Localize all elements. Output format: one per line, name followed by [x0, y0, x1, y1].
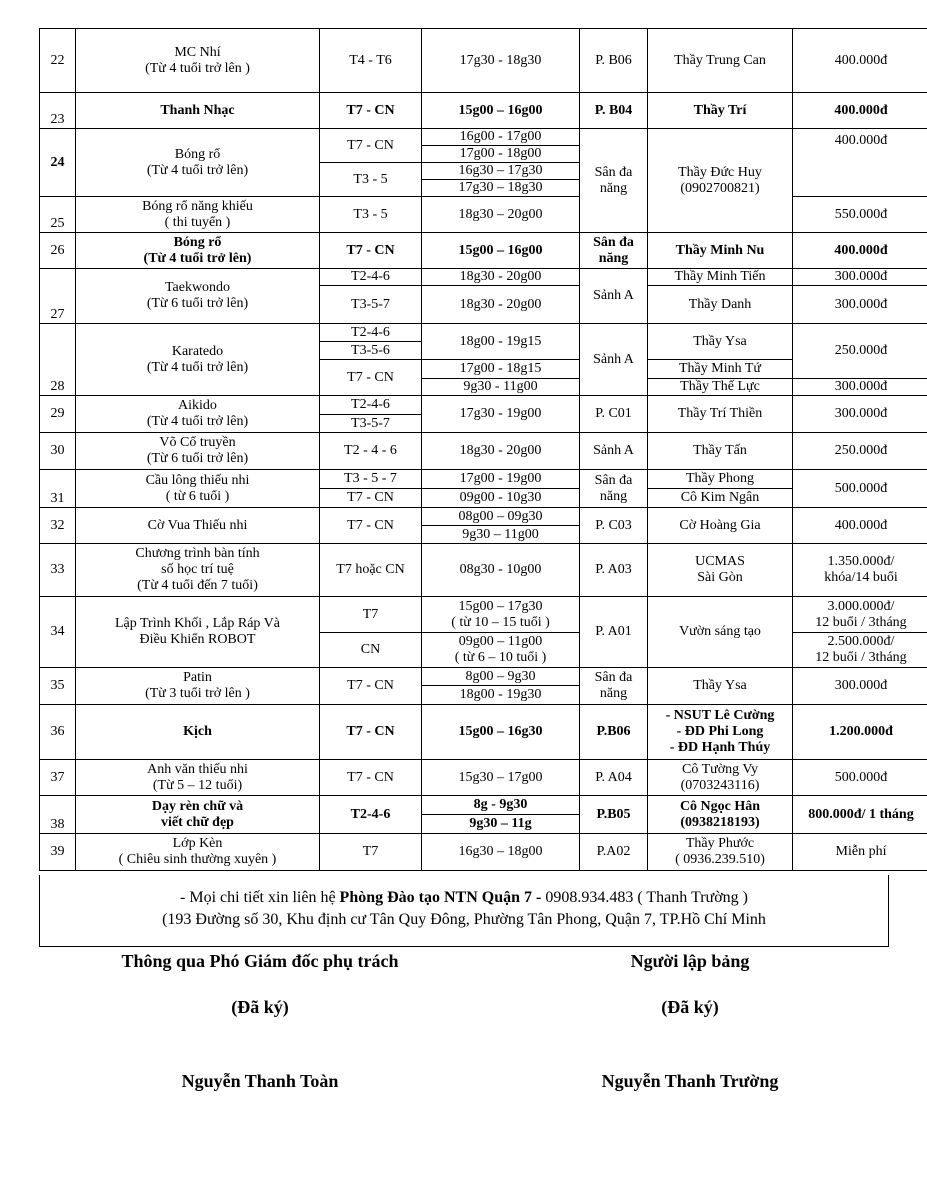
- days-cell: T3-5-6: [320, 342, 422, 360]
- fee-cell: 300.000đ: [793, 668, 927, 705]
- room-cell: P.A02: [580, 834, 648, 871]
- time-cell: 9g30 - 11g00: [422, 379, 580, 396]
- table-row: [40, 433, 927, 470]
- table-row: [40, 834, 927, 871]
- contact-office: Phòng Đào tạo NTN Quận 7 -: [339, 889, 546, 906]
- fee-cell: 400.000đ: [793, 129, 927, 197]
- room-cell: Sảnh A: [580, 433, 648, 470]
- room-cell: Sân đa năng: [580, 129, 648, 233]
- table-row: [40, 129, 927, 146]
- days-cell: T7 - CN: [320, 93, 422, 129]
- fee-cell: 300.000đ: [793, 379, 927, 396]
- days-cell: T7 hoặc CN: [320, 544, 422, 597]
- time-cell: 08g30 - 10g00: [422, 544, 580, 597]
- time-cell: 15g00 – 17g30 ( từ 10 – 15 tuổi ): [422, 597, 580, 633]
- subject-cell: Taekwondo (Từ 6 tuổi trở lên): [76, 269, 320, 324]
- fee-cell: 1.200.000đ: [793, 705, 927, 760]
- contact-footer: [39, 875, 889, 947]
- contact-address: (193 Đường số 30, Khu định cư Tân Quy Đông, Phường Tân Phong, Quận 7, TP.Hồ Chí Minh: [162, 911, 766, 928]
- days-cell: T2-4-6: [320, 269, 422, 286]
- days-cell: T7 - CN: [320, 705, 422, 760]
- subject-cell: Karatedo (Từ 4 tuổi trở lên): [76, 324, 320, 396]
- fee-cell: 500.000đ: [793, 470, 927, 508]
- row-number: 22: [40, 29, 76, 93]
- subject-cell: Bóng rổ (Từ 4 tuổi trở lên): [76, 233, 320, 269]
- contact-prefix: - Mọi chi tiết xin liên hệ: [180, 889, 340, 906]
- row-number: 25: [40, 197, 76, 233]
- time-cell: 8g - 9g30: [422, 796, 580, 815]
- room-cell: P. B06: [580, 29, 648, 93]
- teacher-cell: Thầy Đức Huy (0902700821): [648, 129, 793, 233]
- time-cell: 08g00 – 09g30: [422, 508, 580, 526]
- subject-cell: Lớp Kèn ( Chiêu sinh thường xuyên ): [76, 834, 320, 871]
- subject-cell: Kịch: [76, 705, 320, 760]
- fee-cell: 400.000đ: [793, 29, 927, 93]
- time-cell: 17g00 - 18g00: [422, 146, 580, 163]
- subject-cell: Võ Cổ truyền (Từ 6 tuổi trở lên): [76, 433, 320, 470]
- days-cell: T7 - CN: [320, 760, 422, 796]
- table-row: [40, 544, 927, 597]
- time-cell: 15g00 – 16g00: [422, 233, 580, 269]
- row-number: 32: [40, 508, 76, 544]
- row-number: 34: [40, 597, 76, 668]
- fee-cell: 1.350.000đ/ khóa/14 buổi: [793, 544, 927, 597]
- table-row: [40, 597, 927, 633]
- row-number: 38: [40, 796, 76, 834]
- days-cell: T7 - CN: [320, 508, 422, 544]
- days-cell: T7: [320, 834, 422, 871]
- subject-cell: Lập Trình Khối , Lắp Ráp Và Điều Khiển ROBOT: [76, 597, 320, 668]
- room-cell: Sảnh A: [580, 324, 648, 396]
- row-number: 27: [40, 269, 76, 324]
- teacher-cell: Vườn sáng tạo: [648, 597, 793, 668]
- row-number: 37: [40, 760, 76, 796]
- room-cell: P. A03: [580, 544, 648, 597]
- days-cell: T2-4-6: [320, 396, 422, 415]
- subject-cell: Aikido (Từ 4 tuổi trở lên): [76, 396, 320, 433]
- table-row: [40, 508, 927, 526]
- room-cell: P. B04: [580, 93, 648, 129]
- fee-cell: Miễn phí: [793, 834, 927, 871]
- time-cell: 16g30 – 18g00: [422, 834, 580, 871]
- teacher-cell: Thầy Danh: [648, 286, 793, 324]
- fee-cell: 500.000đ: [793, 760, 927, 796]
- time-cell: 09g00 - 10g30: [422, 489, 580, 508]
- days-cell: T3 - 5 - 7: [320, 470, 422, 489]
- row-number: 31: [40, 470, 76, 508]
- time-cell: 15g00 – 16g00: [422, 93, 580, 129]
- teacher-cell: UCMAS Sài Gòn: [648, 544, 793, 597]
- fee-cell: 550.000đ: [793, 197, 927, 233]
- teacher-cell: Thầy Tấn: [648, 433, 793, 470]
- subject-cell: Chương trình bàn tính số học trí tuệ (Từ 4 tuổi đến 7 tuổi): [76, 544, 320, 597]
- teacher-cell: Thầy Trí Thiền: [648, 396, 793, 433]
- subject-cell: Thanh Nhạc: [76, 93, 320, 129]
- days-cell: T7 - CN: [320, 360, 422, 396]
- time-cell: 17g30 - 18g30: [422, 29, 580, 93]
- subject-cell: Dạy rèn chữ và viết chữ đẹp: [76, 796, 320, 834]
- row-number: 29: [40, 396, 76, 433]
- row-number: 33: [40, 544, 76, 597]
- days-cell: CN: [320, 633, 422, 668]
- room-cell: P.B06: [580, 705, 648, 760]
- room-cell: P. A01: [580, 597, 648, 668]
- room-cell: P. C01: [580, 396, 648, 433]
- days-cell: T7 - CN: [320, 489, 422, 508]
- table-row: [40, 324, 927, 342]
- row-number: 28: [40, 324, 76, 396]
- row-number: 26: [40, 233, 76, 269]
- table-row: [40, 269, 927, 286]
- teacher-cell: Thầy Ysa: [648, 668, 793, 705]
- time-cell: 16g30 – 17g30: [422, 163, 580, 180]
- fee-cell: 300.000đ: [793, 396, 927, 433]
- time-cell: 8g00 – 9g30: [422, 668, 580, 686]
- room-cell: P. C03: [580, 508, 648, 544]
- table-row: [40, 29, 927, 93]
- days-cell: T7 - CN: [320, 129, 422, 163]
- time-cell: 18g30 - 20g00: [422, 269, 580, 286]
- days-cell: T3-5-7: [320, 286, 422, 324]
- contact-phone: 0908.934.483 ( Thanh Trường ): [545, 889, 748, 906]
- days-cell: T7: [320, 597, 422, 633]
- teacher-cell: Thầy Minh Tứ: [648, 360, 793, 379]
- days-cell: T7 - CN: [320, 233, 422, 269]
- table-row: [40, 796, 927, 815]
- teacher-cell: Thầy Trung Can: [648, 29, 793, 93]
- room-cell: P.B05: [580, 796, 648, 834]
- time-cell: 9g30 – 11g: [422, 815, 580, 834]
- subject-cell: Anh văn thiếu nhi (Từ 5 – 12 tuổi): [76, 760, 320, 796]
- table-row: [40, 197, 927, 233]
- right-signer-name: Nguyễn Thanh Trường: [601, 1071, 779, 1091]
- time-cell: 15g30 – 17g00: [422, 760, 580, 796]
- table-row: [40, 470, 927, 489]
- teacher-cell: Thầy Minh Tiến: [648, 269, 793, 286]
- table-row: [40, 760, 927, 796]
- time-cell: 17g00 - 18g15: [422, 360, 580, 379]
- fee-cell: 800.000đ/ 1 tháng: [793, 796, 927, 834]
- time-cell: 17g30 – 18g30: [422, 180, 580, 197]
- row-number: 24: [40, 129, 76, 197]
- time-cell: 18g00 - 19g15: [422, 324, 580, 360]
- fee-cell: 250.000đ: [793, 433, 927, 470]
- schedule-table: [39, 28, 927, 871]
- row-number: 35: [40, 668, 76, 705]
- left-signed-note: (Đã ký): [231, 997, 289, 1017]
- subject-cell: Cầu lông thiếu nhi ( từ 6 tuổi ): [76, 470, 320, 508]
- teacher-cell: Thầy Trí: [648, 93, 793, 129]
- time-cell: 15g00 – 16g30: [422, 705, 580, 760]
- time-cell: 18g00 - 19g30: [422, 686, 580, 705]
- fee-cell: 300.000đ: [793, 286, 927, 324]
- time-cell: 17g30 - 19g00: [422, 396, 580, 433]
- fee-cell: 400.000đ: [793, 93, 927, 129]
- days-cell: T3-5-7: [320, 415, 422, 433]
- right-signature-title: Người lập bảng: [630, 951, 750, 971]
- teacher-cell: Thầy Minh Nu: [648, 233, 793, 269]
- room-cell: Sân đa năng: [580, 668, 648, 705]
- time-cell: 16g00 - 17g00: [422, 129, 580, 146]
- fee-cell: 300.000đ: [793, 269, 927, 286]
- teacher-cell: Cô Ngọc Hân (0938218193): [648, 796, 793, 834]
- days-cell: T3 - 5: [320, 197, 422, 233]
- time-cell: 9g30 – 11g00: [422, 526, 580, 544]
- row-number: 39: [40, 834, 76, 871]
- subject-cell: Cờ Vua Thiếu nhi: [76, 508, 320, 544]
- room-cell: Sân đa năng: [580, 470, 648, 508]
- right-signed-note: (Đã ký): [661, 997, 719, 1017]
- room-cell: P. A04: [580, 760, 648, 796]
- fee-cell: 400.000đ: [793, 233, 927, 269]
- contact-line: [40, 887, 888, 909]
- table-row: [40, 233, 927, 269]
- fee-cell: 250.000đ: [793, 324, 927, 379]
- time-cell: 18g30 - 20g00: [422, 286, 580, 324]
- row-number: 23: [40, 93, 76, 129]
- table-row: [40, 705, 927, 760]
- teacher-cell: Cô Kim Ngân: [648, 489, 793, 508]
- time-cell: 18g30 - 20g00: [422, 433, 580, 470]
- time-cell: 17g00 - 19g00: [422, 470, 580, 489]
- table-row: [40, 396, 927, 415]
- fee-cell: 400.000đ: [793, 508, 927, 544]
- teacher-cell: - NSUT Lê Cường - ĐD Phi Long - ĐD Hạnh Thúy: [648, 705, 793, 760]
- row-number: 36: [40, 705, 76, 760]
- subject-cell: Bóng rổ (Từ 4 tuổi trở lên): [76, 129, 320, 197]
- fee-cell: 3.000.000đ/ 12 buổi / 3tháng: [793, 597, 927, 633]
- time-cell: 09g00 – 11g00 ( từ 6 – 10 tuổi ): [422, 633, 580, 668]
- teacher-cell: Thầy Ysa: [648, 324, 793, 360]
- subject-cell: Bóng rổ năng khiếu ( thi tuyển ): [76, 197, 320, 233]
- subject-cell: Patin (Từ 3 tuổi trở lên ): [76, 668, 320, 705]
- left-signature-title: Thông qua Phó Giám đốc phụ trách: [121, 951, 399, 971]
- days-cell: T4 - T6: [320, 29, 422, 93]
- days-cell: T7 - CN: [320, 668, 422, 705]
- row-number: 30: [40, 433, 76, 470]
- days-cell: T3 - 5: [320, 163, 422, 197]
- days-cell: T2-4-6: [320, 324, 422, 342]
- teacher-cell: Cô Tường Vy (0703243116): [648, 760, 793, 796]
- days-cell: T2-4-6: [320, 796, 422, 834]
- teacher-cell: Cờ Hoàng Gia: [648, 508, 793, 544]
- days-cell: T2 - 4 - 6: [320, 433, 422, 470]
- teacher-cell: Thầy Thế Lực: [648, 379, 793, 396]
- teacher-cell: Thầy Phong: [648, 470, 793, 489]
- table-row: [40, 93, 927, 129]
- teacher-cell: Thầy Phước ( 0936.239.510): [648, 834, 793, 871]
- left-signer-name: Nguyễn Thanh Toàn: [181, 1071, 339, 1091]
- subject-cell: MC Nhí (Từ 4 tuổi trở lên ): [76, 29, 320, 93]
- table-row: [40, 668, 927, 686]
- room-cell: Sân đa năng: [580, 233, 648, 269]
- fee-cell: 2.500.000đ/ 12 buổi / 3tháng: [793, 633, 927, 668]
- time-cell: 18g30 – 20g00: [422, 197, 580, 233]
- room-cell: Sảnh A: [580, 269, 648, 324]
